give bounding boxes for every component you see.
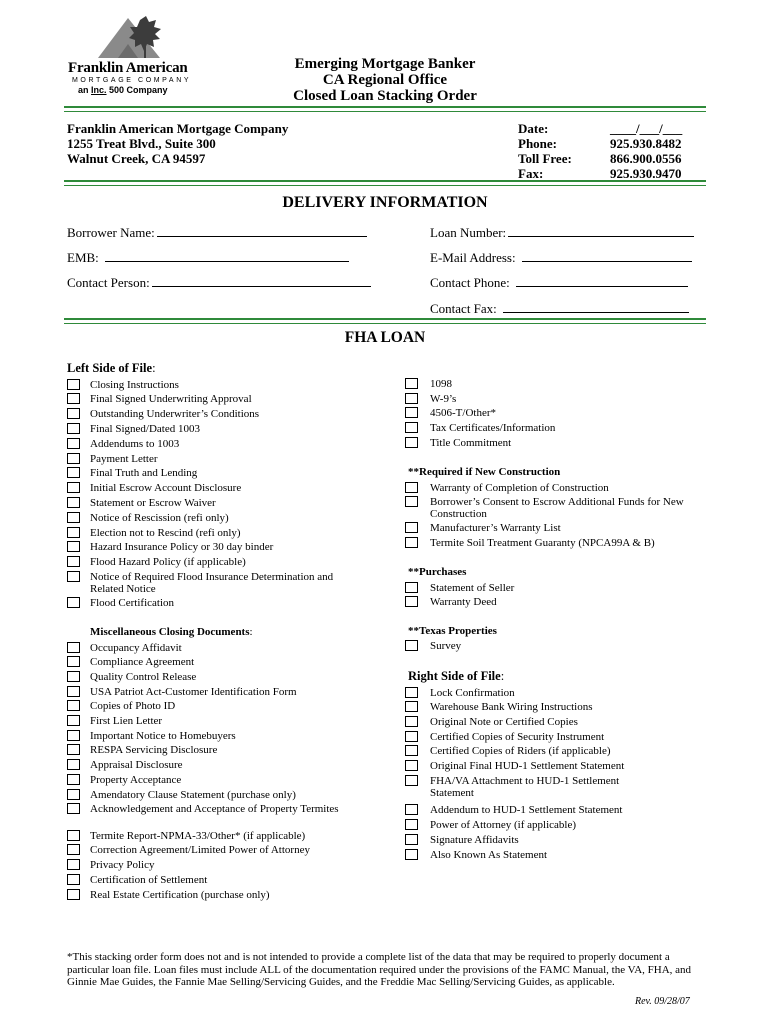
company-city: Walnut Creek, CA 94597 bbox=[67, 151, 206, 166]
checklist-item-label: Borrower’s Consent to Escrow Additional Funds for New Construction bbox=[430, 496, 684, 520]
checkbox[interactable] bbox=[405, 496, 418, 507]
checklist-item-label: Title Commitment bbox=[430, 437, 512, 449]
checkbox[interactable] bbox=[67, 597, 80, 608]
checklist-item-label: Real Estate Certification (purchase only) bbox=[90, 889, 270, 901]
checklist-item-label: Copies of Photo ID bbox=[90, 700, 176, 712]
checklist-item-label: 4506-T/Other* bbox=[430, 407, 496, 419]
checklist-item-label: Also Known As Statement bbox=[430, 849, 548, 861]
checkbox[interactable] bbox=[67, 803, 80, 814]
checklist-item-label: Survey bbox=[430, 640, 462, 652]
checklist-item-label: Statement or Escrow Waiver bbox=[90, 497, 216, 509]
checklist-item-label: Final Signed/Dated 1003 bbox=[90, 423, 200, 435]
checklist-item-label: Hazard Insurance Policy or 30 day binder bbox=[90, 541, 274, 553]
checkbox[interactable] bbox=[67, 527, 80, 538]
checkbox[interactable] bbox=[405, 422, 418, 433]
checkbox[interactable] bbox=[67, 671, 80, 682]
checkbox[interactable] bbox=[67, 408, 80, 419]
right-side-heading: Right Side of File: bbox=[408, 669, 505, 683]
checkbox[interactable] bbox=[405, 775, 418, 786]
checkbox[interactable] bbox=[67, 715, 80, 726]
checklist-item-label: Quality Control Release bbox=[90, 671, 197, 683]
checkbox[interactable] bbox=[405, 393, 418, 404]
checkbox[interactable] bbox=[405, 760, 418, 771]
left-side-heading: Left Side of File: bbox=[67, 361, 156, 375]
contact-fax-field[interactable]: Contact Fax: bbox=[430, 301, 689, 316]
checklist-item-label: FHA/VA Attachment to HUD-1 Settlement Statement bbox=[430, 775, 620, 799]
checkbox[interactable] bbox=[67, 844, 80, 855]
contact-phone-field[interactable]: Contact Phone: bbox=[430, 275, 688, 290]
checklist-item-label: Closing Instructions bbox=[90, 379, 179, 391]
checkbox[interactable] bbox=[405, 596, 418, 607]
misc-heading: Miscellaneous Closing Documents: bbox=[90, 626, 253, 638]
checklist-item-label: Property Acceptance bbox=[90, 774, 182, 786]
checklist-item-label: Original Final HUD-1 Settlement Statement bbox=[430, 760, 625, 772]
checkbox[interactable] bbox=[67, 642, 80, 653]
checklist-item-label: Warehouse Bank Wiring Instructions bbox=[430, 701, 593, 713]
delivery-section-title: DELIVERY INFORMATION bbox=[282, 194, 488, 211]
checkbox[interactable] bbox=[405, 582, 418, 593]
checkbox[interactable] bbox=[405, 819, 418, 830]
checklist-item-label: USA Patriot Act-Customer Identification Form bbox=[90, 686, 297, 698]
checkbox[interactable] bbox=[405, 522, 418, 533]
borrower-name-field[interactable]: Borrower Name: bbox=[67, 225, 367, 240]
checklist-item-label: Lock Confirmation bbox=[430, 687, 515, 699]
checklist-item-label: Termite Report-NPMA-33/Other* (if applicable) bbox=[90, 830, 306, 842]
checklist-item-label: First Lien Letter bbox=[90, 715, 163, 727]
checklist-item-label: Privacy Policy bbox=[90, 859, 155, 871]
divider bbox=[64, 318, 706, 324]
date-label: Date: bbox=[518, 121, 549, 136]
checklist-item-label: Signature Affidavits bbox=[430, 834, 519, 846]
checkbox[interactable] bbox=[405, 849, 418, 860]
checkbox[interactable] bbox=[67, 889, 80, 900]
checklist-item-label: Warranty of Completion of Construction bbox=[430, 482, 609, 494]
checkbox[interactable] bbox=[405, 640, 418, 651]
disclaimer-footnote: *This stacking order form does not and is not intended to provide a complete list of the data that may be required to properly document a particular loan file. Loan files must include ALL of the documentation required under the provisions of the FAMC Manual, the VA, FHA, and Ginnie Mae Guides, the Fannie Mae Selling/Servicing Guides, and the Freddie Mac Selling/Servicing Guides, as applicable. bbox=[67, 951, 692, 988]
checklist-item-label: 1098 bbox=[430, 378, 452, 390]
checkbox[interactable] bbox=[67, 467, 80, 478]
checkbox[interactable] bbox=[67, 541, 80, 552]
page-title: Closed Loan Stacking Order bbox=[293, 88, 477, 104]
checkbox[interactable] bbox=[67, 859, 80, 870]
checkbox[interactable] bbox=[67, 497, 80, 508]
checklist-item-label: W-9’s bbox=[430, 393, 457, 405]
checklist-item-label: Appraisal Disclosure bbox=[90, 759, 183, 771]
checklist-item-label: Election not to Rescind (refi only) bbox=[90, 527, 241, 539]
checklist-item-label: Important Notice to Homebuyers bbox=[90, 730, 236, 742]
checkbox[interactable] bbox=[67, 700, 80, 711]
checkbox[interactable] bbox=[67, 453, 80, 464]
texas-heading: **Texas Properties bbox=[408, 625, 497, 637]
checkbox[interactable] bbox=[67, 730, 80, 741]
checkbox[interactable] bbox=[405, 437, 418, 448]
checkbox[interactable] bbox=[67, 656, 80, 667]
tollfree-label: Toll Free: bbox=[518, 151, 572, 166]
checklist-item-label: Correction Agreement/Limited Power of Attorney bbox=[90, 844, 310, 856]
checkbox[interactable] bbox=[405, 378, 418, 389]
checkbox[interactable] bbox=[405, 407, 418, 418]
loan-number-field[interactable]: Loan Number: bbox=[430, 225, 694, 240]
logo-subtitle: MORTGAGE COMPANY bbox=[72, 77, 192, 84]
checkbox[interactable] bbox=[67, 789, 80, 800]
tollfree-value: 866.900.0556 bbox=[610, 151, 682, 166]
contact-person-field[interactable]: Contact Person: bbox=[67, 275, 371, 290]
checkbox[interactable] bbox=[67, 571, 80, 582]
checklist-item-label: Addendums to 1003 bbox=[90, 438, 180, 450]
checklist-item-label: Outstanding Underwriter’s Conditions bbox=[90, 408, 260, 420]
checkbox[interactable] bbox=[405, 537, 418, 548]
checkbox[interactable] bbox=[67, 556, 80, 567]
revision-date: Rev. 09/28/07 bbox=[635, 996, 690, 1007]
emb-field[interactable]: EMB: bbox=[67, 250, 349, 265]
checkbox[interactable] bbox=[67, 830, 80, 841]
checklist-item-label: Certified Copies of Security Instrument bbox=[430, 731, 605, 743]
checklist-item-label: Power of Attorney (if applicable) bbox=[430, 819, 577, 831]
checkbox[interactable] bbox=[405, 834, 418, 845]
checklist-item-label: Manufacturer’s Warranty List bbox=[430, 522, 561, 534]
checklist-item-label: Statement of Seller bbox=[430, 582, 515, 594]
company-street: 1255 Treat Blvd., Suite 300 bbox=[67, 136, 216, 151]
checklist-item-label: Notice of Rescission (refi only) bbox=[90, 512, 229, 524]
divider bbox=[64, 180, 706, 186]
checkbox[interactable] bbox=[67, 686, 80, 697]
checklist-item-label: Warranty Deed bbox=[430, 596, 497, 608]
checkbox[interactable] bbox=[67, 744, 80, 755]
checkbox[interactable] bbox=[405, 482, 418, 493]
checkbox[interactable] bbox=[67, 393, 80, 404]
checklist-item-label: Acknowledgement and Acceptance of Property Termites bbox=[90, 803, 339, 815]
checkbox[interactable] bbox=[405, 687, 418, 698]
email-address-field[interactable]: E-Mail Address: bbox=[430, 250, 692, 265]
checklist-item-label: Addendum to HUD-1 Settlement Statement bbox=[430, 804, 623, 816]
checklist-item-label: Compliance Agreement bbox=[90, 656, 195, 668]
checklist-item-label: Initial Escrow Account Disclosure bbox=[90, 482, 242, 494]
checkbox[interactable] bbox=[405, 716, 418, 727]
checklist-item-label: Amendatory Clause Statement (purchase only) bbox=[90, 789, 296, 801]
company-name: Franklin American Mortgage Company bbox=[67, 121, 289, 136]
checklist-item-label: RESPA Servicing Disclosure bbox=[90, 744, 218, 756]
checkbox[interactable] bbox=[405, 804, 418, 815]
logo-name: Franklin American bbox=[68, 60, 188, 76]
checklist-item-label: Flood Hazard Policy (if applicable) bbox=[90, 556, 246, 568]
checkbox[interactable] bbox=[405, 731, 418, 742]
checkbox[interactable] bbox=[405, 701, 418, 712]
phone-value: 925.930.8482 bbox=[610, 136, 682, 151]
checkbox[interactable] bbox=[67, 482, 80, 493]
checklist-item-label: Occupancy Affidavit bbox=[90, 642, 182, 654]
divider bbox=[64, 106, 706, 112]
fax-value: 925.930.9470 bbox=[610, 166, 682, 181]
checklist-item-label: Final Signed Underwriting Approval bbox=[90, 393, 252, 405]
header-line-2: CA Regional Office bbox=[322, 72, 448, 88]
header-line-1: Emerging Mortgage Banker bbox=[294, 56, 476, 72]
checklist-item-label: Final Truth and Lending bbox=[90, 467, 198, 479]
checkbox[interactable] bbox=[405, 745, 418, 756]
checkbox[interactable] bbox=[67, 423, 80, 434]
fax-label: Fax: bbox=[518, 166, 544, 181]
checkbox[interactable] bbox=[67, 874, 80, 885]
checklist-item-label: Notice of Required Flood Insurance Determination and Related Notice bbox=[90, 571, 334, 595]
purchases-heading: **Purchases bbox=[408, 566, 467, 578]
checkbox[interactable] bbox=[67, 512, 80, 523]
new-construction-heading: **Required if New Construction bbox=[408, 466, 561, 478]
phone-label: Phone: bbox=[518, 136, 557, 151]
checklist-item-label: Certification of Settlement bbox=[90, 874, 208, 886]
date-field[interactable]: ____/___/___ bbox=[610, 121, 683, 136]
checkbox[interactable] bbox=[67, 438, 80, 449]
checklist-item-label: Original Note or Certified Copies bbox=[430, 716, 578, 728]
checkbox[interactable] bbox=[67, 759, 80, 770]
checklist-item-label: Termite Soil Treatment Guaranty (NPCA99A & B) bbox=[430, 537, 655, 549]
checklist-item-label: Payment Letter bbox=[90, 453, 158, 465]
logo-tagline: an Inc. 500 Company bbox=[78, 85, 168, 95]
fha-section-title: FHA LOAN bbox=[344, 329, 426, 346]
checklist-item-label: Tax Certificates/Information bbox=[430, 422, 556, 434]
checklist-item-label: Flood Certification bbox=[90, 597, 175, 609]
checkbox[interactable] bbox=[67, 379, 80, 390]
checkbox[interactable] bbox=[67, 774, 80, 785]
checklist-item-label: Certified Copies of Riders (if applicable) bbox=[430, 745, 611, 757]
